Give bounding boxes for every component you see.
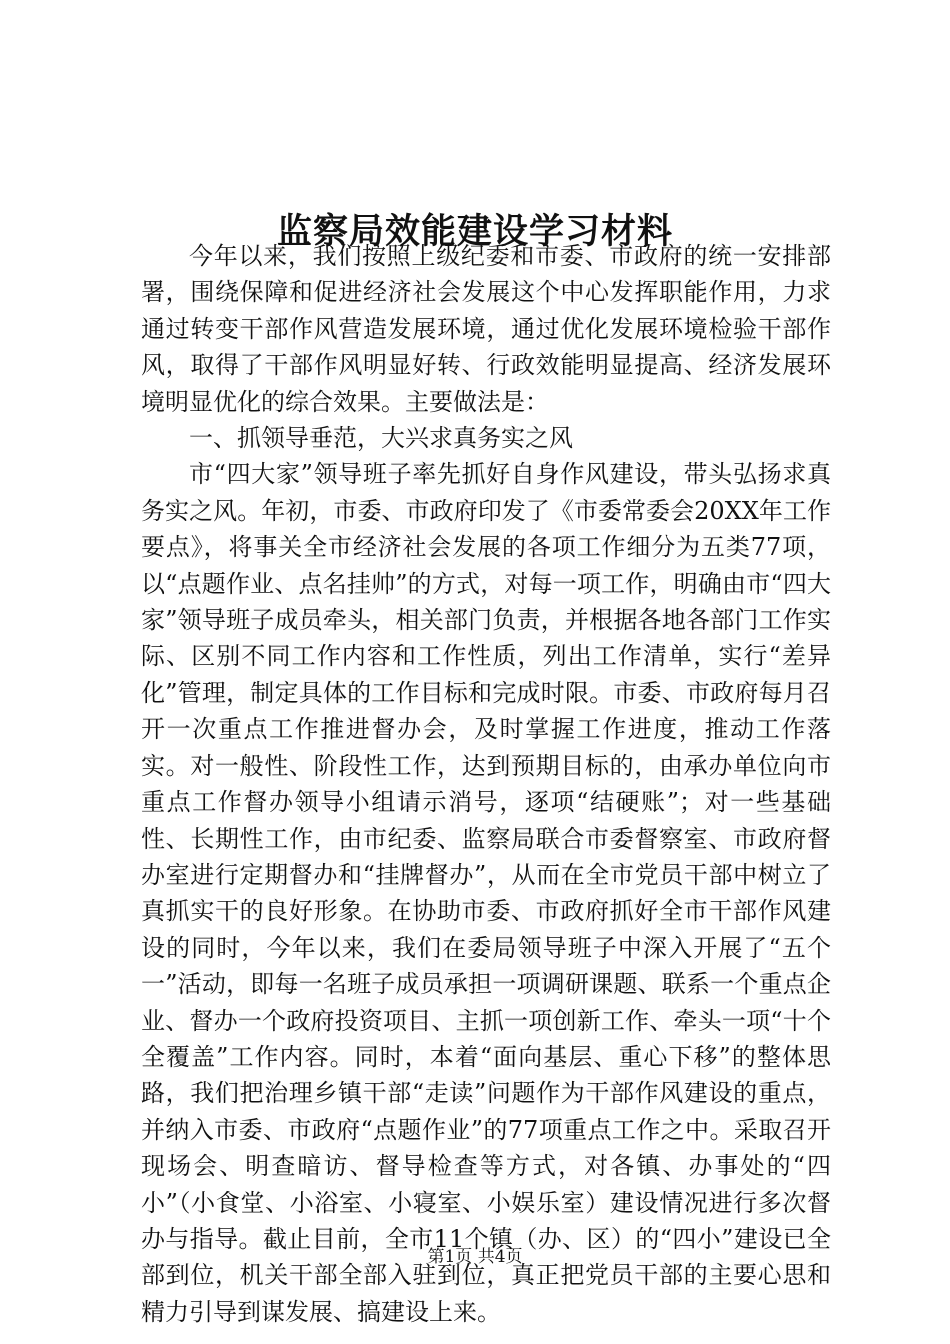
document-body <box>141 238 831 1330</box>
document-title: 监察局效能建设学习材料 <box>276 211 673 253</box>
section-body-paragraph: 市“四大家”领导班子率先抓好自身作风建设，带头弘扬求真务实之风。年初，市委、市政府印发了《市委常委会20XX年工作要点》，将事关全市经济社会发展的各项工作细分为五类77项，以“点题作业、点名挂帅”的方式，对每一项工作，明确由市“四大家”领导班子成员牵头，相关部门负责，并根据各地各部门工作实际、区别不同工作内容和工作性质，列出工作清单，实行“差异化”管理，制定具体的工作目标和完成时限。市委、市政府每月召开一次重点工作推进督办会，及时掌握工作进度，推动工作落实。对一般性、阶段性工作，达到预期目标的，由承办单位向市重点工作督办领导小组请示消号，逐项“结硬账”；对一些基础性、长期性工作，由市纪委、监察局联合市委督察室、市政府督办室进行定期督办和“挂牌督办”，从而在全市党员干部中树立了真抓实干的良好形象。在协助市委、市政府抓好全市干部作风建设的同时，今年以来，我们在委局领导班子中深入开展了“五个一”活动，即每一名班子成员承担一项调研课题、联系一个重点企业、督办一个政府投资项目、主抓一项创新工作、牵头一项“十个全覆盖”工作内容。同时，本着“面向基层、重心下移”的整体思路，我们把治理乡镇干部“走读”问题作为干部作风建设的重点，并纳入市委、市政府“点题作业”的77项重点工作之中。采取召开现场会、明查暗访、督导检查等方式，对各镇、办事处的“四小”（小食堂、小浴室、小寝室、小娱乐室）建设情况进行多次督办与指导。截止目前，全市11个镇（办、区）的“四小”建设已全部到位，机关干部全部入驻到位，真正把党员干部的主要心思和精力引导到谋发展、搞建设上来。 <box>141 460 831 1326</box>
section-heading-1: 一、抓领导垂范，大兴求真务实之风 <box>189 424 573 453</box>
intro-paragraph: 今年以来，我们按照上级纪委和市委、市政府的统一安排部署，围绕保障和促进经济社会发展这个中心发挥职能作用，力求通过转变干部作风营造发展环境，通过优化发展环境检验干部作风，取得了干部作风明显好转、行政效能明显提高、经济发展环境明显优化的综合效果。主要做法是： <box>141 242 831 416</box>
page-number-footer: 第1页 共4页 <box>427 1247 523 1267</box>
